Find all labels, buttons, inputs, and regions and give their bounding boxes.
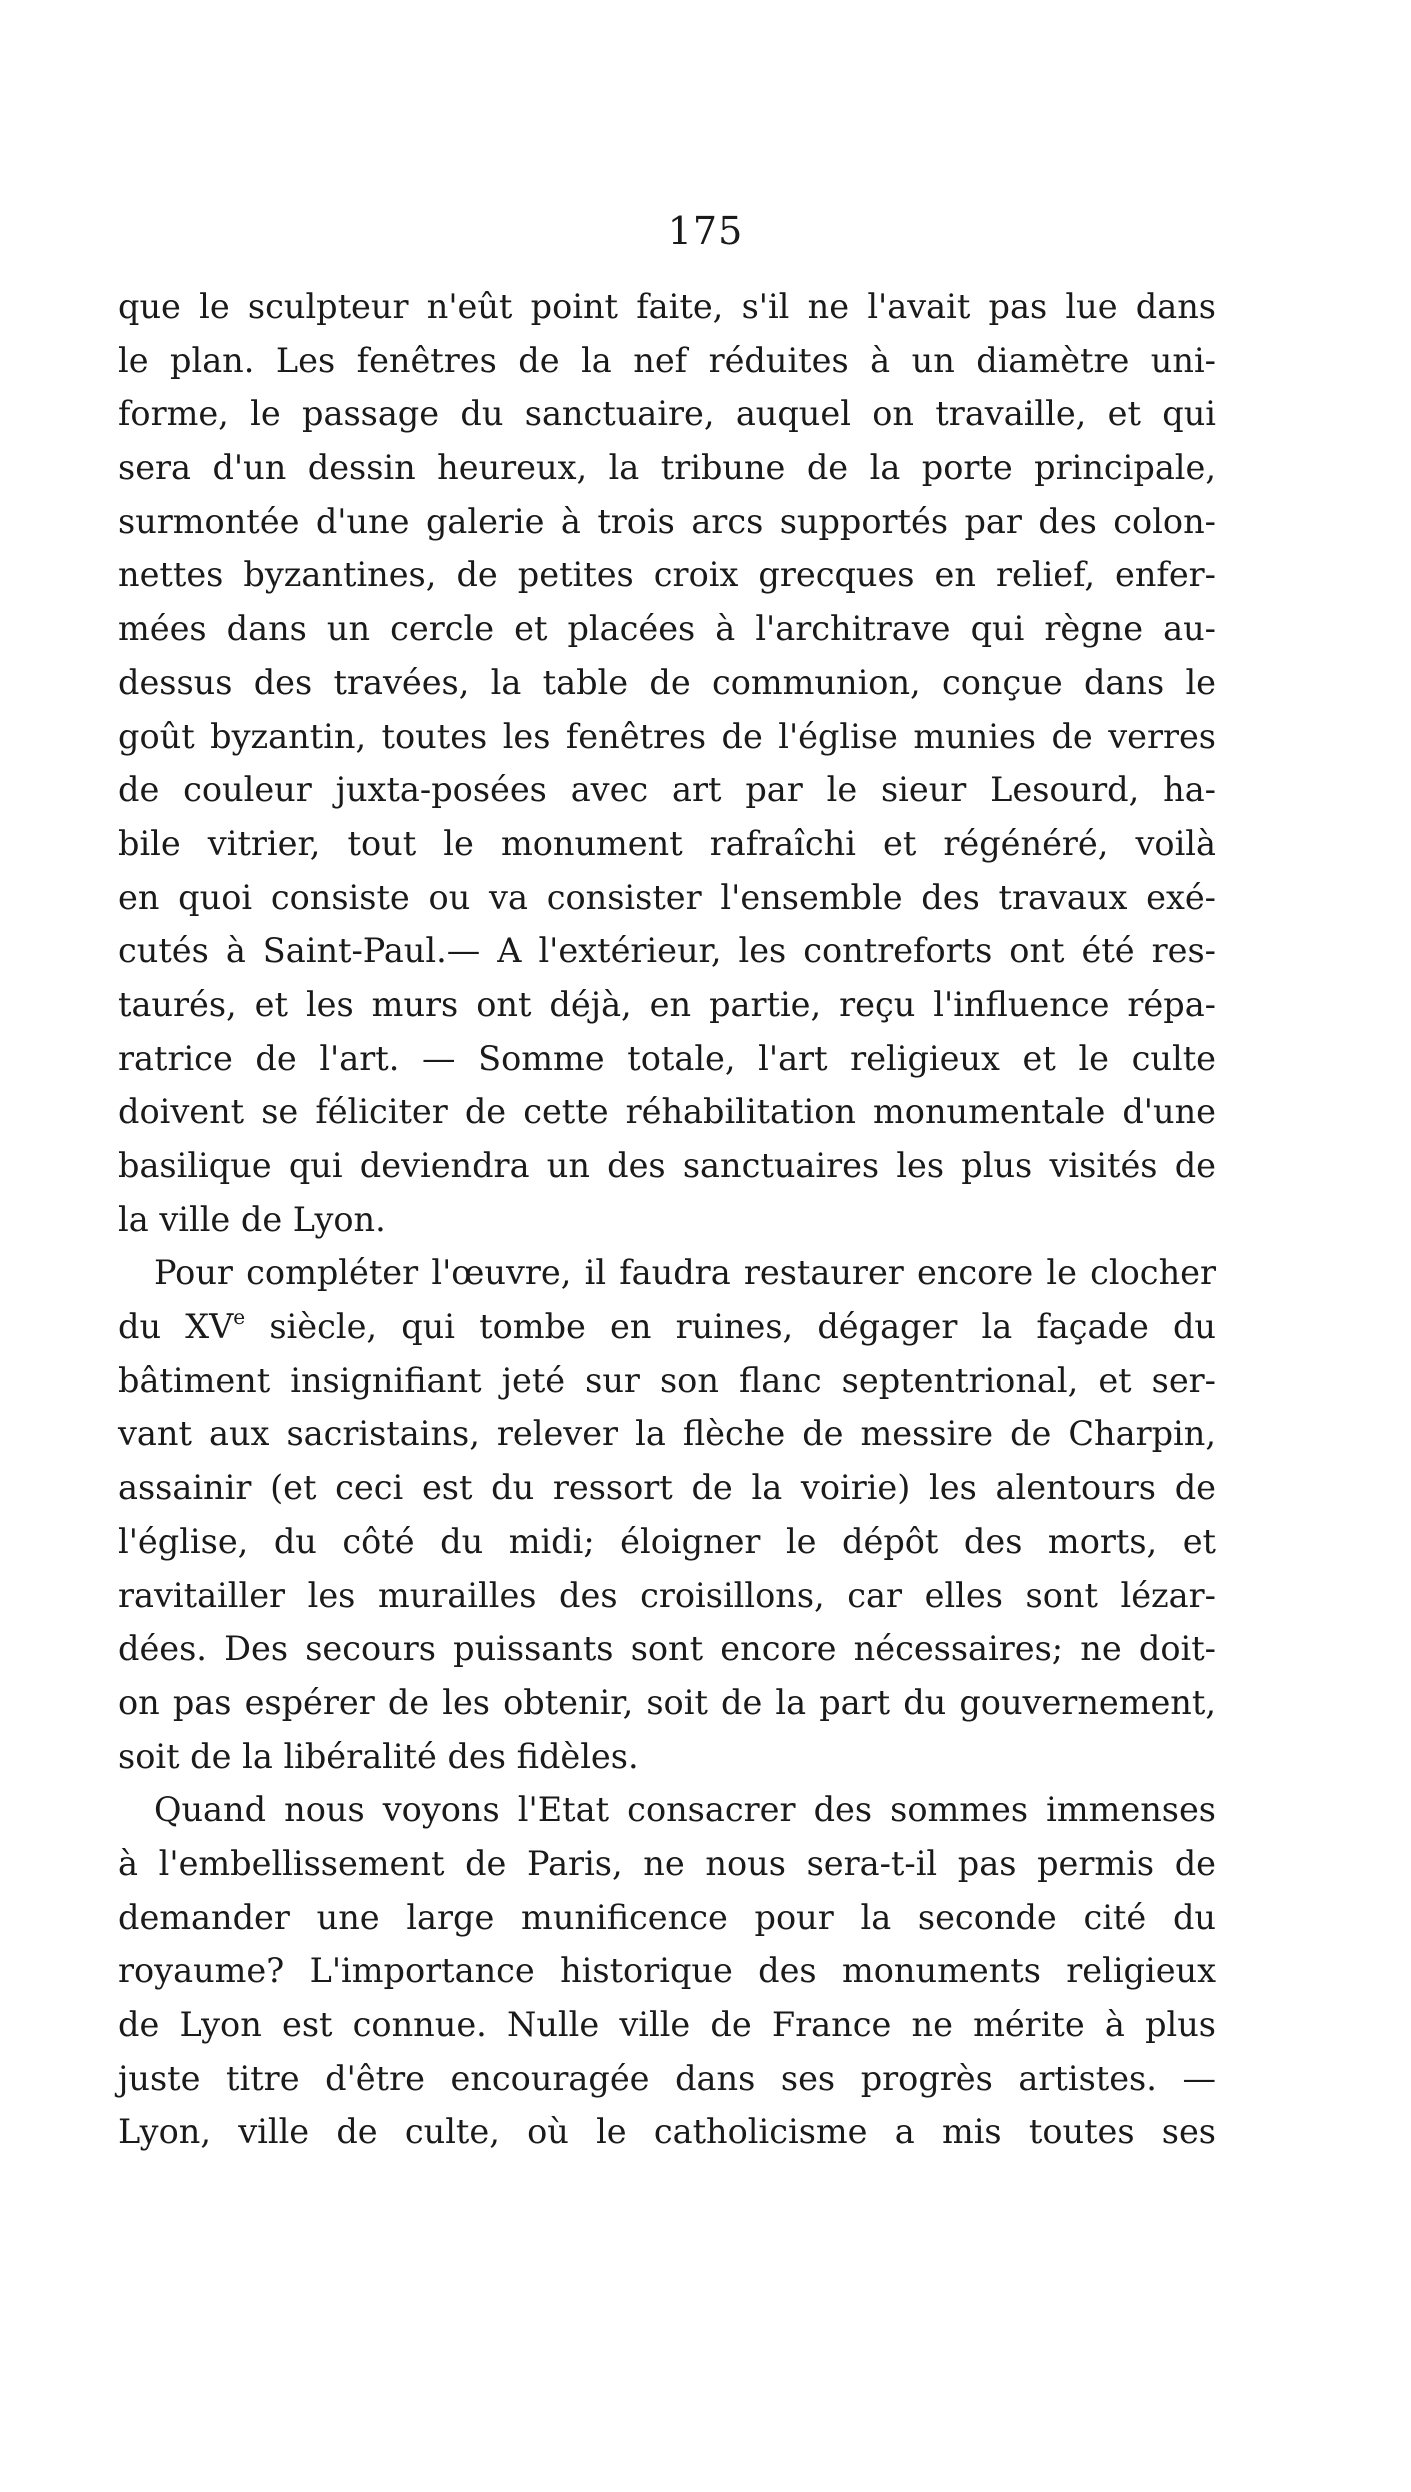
text-line: que le sculpteur n'eût point faite, s'il ne l'avait pas lue dans <box>118 287 1216 326</box>
text-line: le plan. Les fenêtres de la nef réduites à un diamètre uni- <box>118 340 1216 380</box>
text-line: vant aux sacristains, relever la flèche de messire de Charpin, <box>118 1414 1216 1454</box>
text-line: doivent se féliciter de cette réhabilitation monumentale d'une <box>118 1092 1216 1132</box>
text-line: surmontée d'une galerie à trois arcs supportés par des colon- <box>118 501 1216 541</box>
text-line: à l'embellissement de Paris, ne nous sera-t-il pas permis de <box>118 1843 1216 1883</box>
text-line: juste titre d'être encouragée dans ses progrès artistes. — <box>118 2058 1216 2098</box>
text-line: assainir (et ceci est du ressort de la voirie) les alentours de <box>118 1468 1216 1508</box>
text-line: nettes byzantines, de petites croix grecques en relief, enfer- <box>118 555 1216 595</box>
text-line: sera d'un dessin heureux, la tribune de la porte principale, <box>118 448 1216 488</box>
paragraph-3 <box>118 1783 1216 2159</box>
text-line: bâtiment insignifiant jeté sur son flanc septentrional, et ser- <box>118 1360 1216 1400</box>
paragraph-2 <box>118 1246 1216 1783</box>
text-line: Pour compléter l'œuvre, il faudra restaurer encore le clocher <box>154 1253 1216 1293</box>
text-line: bile vitrier, tout le monument rafraîchi et régénéré, voilà <box>118 823 1216 863</box>
text-line: du XVe siècle, qui tombe en ruines, dégager la façade du <box>118 1305 1216 1347</box>
text-line: de couleur juxta-posées avec art par le sieur Lesourd, ha- <box>118 770 1216 810</box>
text-line: soit de la libéralité des fidèles. <box>118 1736 639 1776</box>
text-line: Lyon, ville de culte, où le catholicisme a mis toutes ses <box>118 2112 1216 2152</box>
text-line: cutés à Saint-Paul.— A l'extérieur, les contreforts ont été res- <box>118 931 1216 971</box>
text-line: forme, le passage du sanctuaire, auquel on travaille, et qui <box>118 394 1216 434</box>
text-line: demander une large munificence pour la seconde cité du <box>118 1897 1216 1937</box>
body-text <box>118 280 1216 2159</box>
text-line: de Lyon est connue. Nulle ville de France ne mérite à plus <box>118 2005 1216 2044</box>
page-number: 175 <box>667 209 744 253</box>
text-line: en quoi consiste ou va consister l'ensemble des travaux exé- <box>118 877 1216 917</box>
text-line: taurés, et les murs ont déjà, en partie, reçu l'influence répa- <box>118 984 1216 1024</box>
text-line: Quand nous voyons l'Etat consacrer des sommes immenses <box>154 1790 1216 1830</box>
text-line: on pas espérer de les obtenir, soit de la part du gouvernement, <box>118 1682 1216 1722</box>
text-line: dées. Des secours puissants sont encore nécessaires; ne doit- <box>118 1629 1216 1669</box>
text-line: royaume? L'importance historique des monuments religieux <box>118 1951 1216 1991</box>
text-line: l'église, du côté du midi; éloigner le dépôt des morts, et <box>118 1521 1216 1561</box>
text-line: ratrice de l'art. — Somme totale, l'art religieux et le culte <box>118 1038 1216 1078</box>
text-line: la ville de Lyon. <box>118 1199 386 1239</box>
text-line: ravitailler les murailles des croisillons, car elles sont lézar- <box>118 1575 1216 1615</box>
text-line: dessus des travées, la table de communion, conçue dans le <box>118 662 1216 702</box>
paragraph-1 <box>118 280 1216 1246</box>
text-line: mées dans un cercle et placées à l'architrave qui règne au- <box>118 609 1216 649</box>
text-line: basilique qui deviendra un des sanctuaires les plus visités de <box>118 1146 1216 1185</box>
text-line: goût byzantin, toutes les fenêtres de l'église munies de verres <box>118 716 1216 756</box>
